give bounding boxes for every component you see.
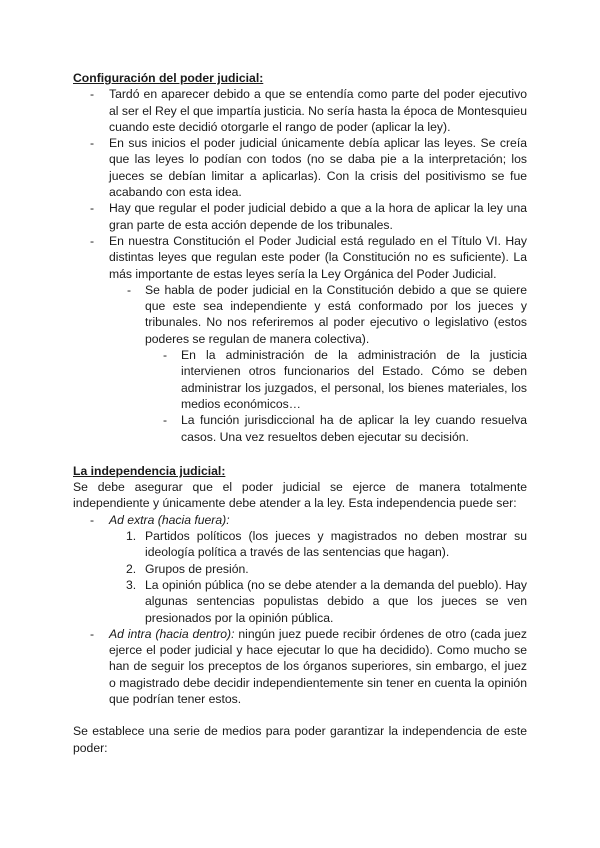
number-marker: 3. <box>126 577 137 592</box>
numbered-item <box>73 528 527 561</box>
list-item-text: Se habla de poder judicial en la Constitución debido a que se quiere que este sea independiente y está conformado por los jueces y tribunales. No nos referiremos al poder ejecutivo o legislativo (estos poderes se regulan de manera colectiva). <box>145 282 527 346</box>
numbered-item <box>73 561 527 577</box>
numbered-list <box>73 528 527 626</box>
nested-list-item <box>73 412 527 445</box>
list-item-text: La función jurisdiccional ha de aplicar la ley cuando resuelva casos. Una vez resueltos deben ejecutar su decisión. <box>181 413 527 444</box>
nested-list-item <box>73 282 527 347</box>
nested-list-item <box>73 347 527 412</box>
numbered-item <box>73 577 527 626</box>
list-item-text: En la administración de la administración de la justicia intervienen otros funcionarios del Estado. Cómo se deben administrar los juzgados, el personal, los bienes materiales, los medios económicos… <box>181 348 527 411</box>
list-item-text: Tardó en aparecer debido a que se entendía como parte del poder ejecutivo al ser el Rey el que impartía justicia. No sería hasta la época de Montesquieu cuando este decidió otorgarle el rango de poder (aplicar la ley). <box>109 87 527 134</box>
list-item-text: Hay que regular el poder judicial debido a que a la hora de aplicar la ley una gran parte de esta acción depende de los tribunales. <box>109 201 527 232</box>
closing-paragraph: Se establece una serie de medios para poder garantizar la independencia de este poder: <box>73 724 527 755</box>
numbered-item-text: Grupos de presión. <box>145 561 249 576</box>
dash-marker: - <box>127 282 132 297</box>
spacer <box>73 707 527 723</box>
dash-marker: - <box>90 626 95 641</box>
dash-marker: - <box>163 348 168 363</box>
list-item <box>73 86 527 135</box>
numbered-item-text: Partidos políticos (los jueces y magistrados no deben mostrar su ideología política a través de las sentencias que hagan). <box>145 529 527 560</box>
intro-paragraph: Se debe asegurar que el poder judicial se ejerce de manera totalmente independiente y únicamente debe atender a la ley. Esta independencia puede ser: <box>73 480 527 511</box>
ad-intra-text: ningún juez puede recibir órdenes de otro (cada juez ejerce el poder judicial y hace ejecutar lo que ha decidido). Como mucho se han de seguir los preceptos de los órganos superiores, sin embargo, el juez o magistrado debe decidir independientemente sin tener en cuenta la opinión que podrían tener estos. <box>109 626 527 706</box>
list-item-text: En nuestra Constitución el Poder Judicial está regulado en el Título VI. Hay distintas leyes que regulan este poder (la Constitución no es suficiente). La más importante de estas leyes sería la Ley Orgánica del Poder Judicial. <box>109 233 527 281</box>
list-item-text: En sus inicios el poder judicial únicamente debía aplicar las leyes. Se creía que las leyes lo podían con todos (no se daba pie a la interpretación; los jueces se debían limitar a aplicarlas). Con la crisis del positivismo se fue acabando con esta idea. <box>109 136 527 200</box>
number-marker: 2. <box>126 561 137 576</box>
list-item <box>73 135 527 200</box>
dash-marker: - <box>90 512 95 527</box>
ad-intra-label: Ad intra (hacia dentro): <box>109 626 235 641</box>
list-item <box>73 200 527 233</box>
list-item-ad-extra <box>73 512 527 528</box>
spacer <box>73 445 527 463</box>
dash-marker: - <box>90 87 95 102</box>
numbered-item-text: La opinión pública (no se debe atender a la demanda del pueblo). Hay algunas sentencias populistas debido a que los jueces se ven presionados por la opinión pública. <box>145 577 527 625</box>
section1-list <box>73 86 527 445</box>
section2-list-cont <box>73 626 527 707</box>
dash-marker: - <box>90 201 95 216</box>
ad-extra-label: Ad extra (hacia fuera): <box>109 512 230 527</box>
number-marker: 1. <box>126 529 137 544</box>
section-heading-configuracion: Configuración del poder judicial: <box>73 71 264 85</box>
dash-marker: - <box>90 136 95 151</box>
dash-marker: - <box>163 413 168 428</box>
section-heading-independencia: La independencia judicial: <box>73 463 226 478</box>
section2-list <box>73 512 527 528</box>
list-item-ad-intra <box>73 626 527 707</box>
list-item <box>73 233 527 282</box>
dash-marker: - <box>90 233 95 248</box>
